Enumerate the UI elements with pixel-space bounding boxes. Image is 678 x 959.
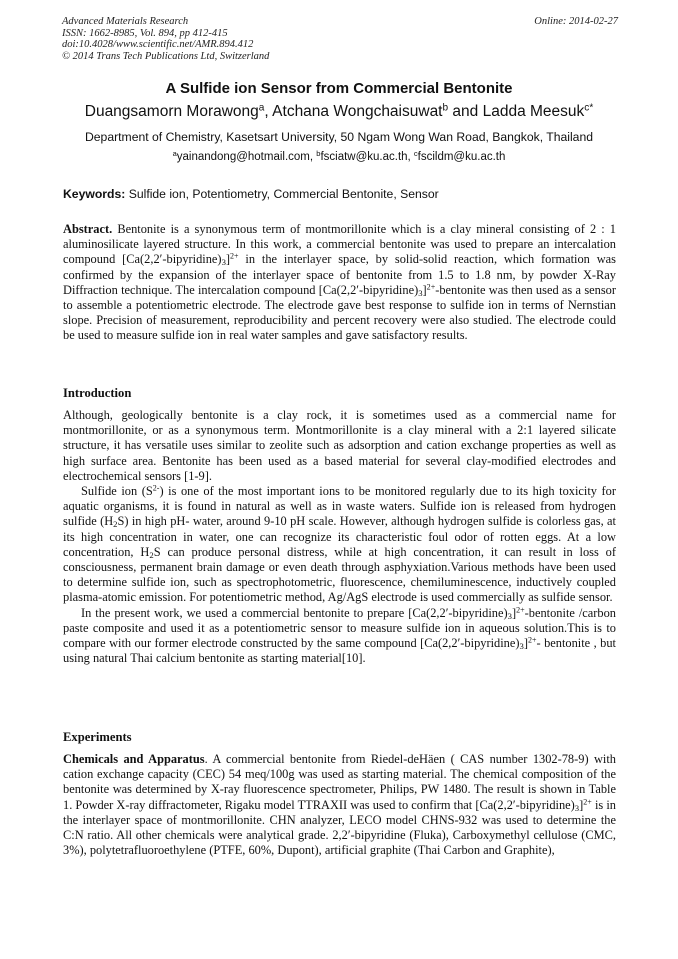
superscript: 2+ xyxy=(527,635,537,645)
intro-text: Sulfide ion (S xyxy=(81,484,153,499)
section-heading-experiments: Experiments xyxy=(63,730,132,744)
subscript: 3 xyxy=(221,257,226,268)
superscript: 2+ xyxy=(516,605,525,615)
superscript: 2+ xyxy=(426,282,436,292)
intro-paragraph: Although, geologically bentonite is a clay rock, it is sometimes used as a commercial name for montmorillonite, or as a synonymous term. Montmorillonite is a clay mineral with a 2:1 layered silicate structure, it has versatile uses similar to zeolite such as adsorption and cation exchange properties as well as high surface area. Bentonite has been used as a based material for several clay-modified electrodes and electrochemical sensors [1-9]. xyxy=(63,408,616,483)
journal-doi: doi:10.4028/www.scientific.net/AMR.894.412 xyxy=(62,39,254,50)
author-marker: a xyxy=(258,102,265,114)
subscript: 2 xyxy=(113,519,118,530)
intro-text: S can produce personal distress, while at high concentration, it can result in loss of consciousness, permanent brain damage or even death through asphyxiation.Various methods have been used to determine sulfide ion, such as spectrophotometric, fluorescence, chemiluminescence, inductively coupled plasma-atomic emission. For potentiometric method, Ag/AgS electrode is used commercially as sulfide sensor. xyxy=(63,544,617,605)
email-address: yainandong@hotmail.com, xyxy=(176,151,317,163)
subscript: 2 xyxy=(149,549,154,560)
abstract-text: Bentonite is a synonymous term of montmorillonite which is a clay mineral consisting of 2 : 1 aluminosilicate layered structure. In this work, a commercial bentonite was used to prepare an intercalation compound [Ca(2,2′-bipyridine) xyxy=(63,222,616,267)
intro-text: -bentonite /carbon paste composite and used it as a potentiometric sensor to measure sulfide ion in aqueous solution.This is to compare with our former electrode constructed by the same compound [Ca(2,2′-bipyridine) xyxy=(63,605,616,651)
introduction-body xyxy=(63,408,616,666)
abstract-label: Abstract. xyxy=(63,222,113,236)
author-marker: c* xyxy=(584,102,594,114)
subscript: 3 xyxy=(418,287,423,298)
intro-text: S) in high pH- water, around 9-10 pH scale. However, although hydrogen sulfide is colorless gas, at its high concentration in water, one can recognize its characteristic foul odor of rotten eggs. At a low concentration, H xyxy=(63,514,616,559)
email-marker: a xyxy=(172,148,177,158)
keywords xyxy=(63,187,619,201)
journal-name: Advanced Materials Research xyxy=(62,16,189,27)
email-list xyxy=(0,148,678,163)
author-name: Atchana Wongchaisuwat xyxy=(272,103,443,120)
superscript: 2+ xyxy=(583,797,592,807)
author-separator: and xyxy=(448,103,483,120)
author-separator: , xyxy=(264,103,273,120)
experiments-text: . A commercial bentonite from Riedel-deHäen ( CAS number 1302-78-9) with cation exchange capacity (CEC) 54 meq/100g was used as starting material. The chemical composition of the bentonite was determined by X-ray fluorescence spectrometer, Philips, PW 1480. The result is shown in Table 1. Powder X-ray diffractometer, Rigaku model TTRAXII was used to confirm that [Ca(2,2′-bipyridine) xyxy=(63,752,616,812)
author-marker: b xyxy=(442,102,449,114)
author-name: Ladda Meesuk xyxy=(482,103,585,120)
abstract-text: -bentonite was then used as a sensor to assemble a potentiometric electrode. The electrode gave best response to sulfide ion in terms of Nernstian slope. Precision of measurement, reproducibility and percent recovery were also studied. The electrode could be used to measure sulfide ion in real water samples and gave satisfactory results. xyxy=(63,282,616,343)
online-date: Online: 2014-02-27 xyxy=(534,16,618,27)
intro-text: ) is one of the most important ions to be monitored regularly due to its high toxicity for aquatic organisms, it is found in natural as well as in waste waters. Sulfide ion is released from hydrogen sulfide (H xyxy=(63,484,616,529)
author-list xyxy=(0,103,678,121)
keywords-text: Sulfide ion, Potentiometry, Commercial Bentonite, Sensor xyxy=(125,187,439,201)
superscript: 2- xyxy=(152,483,160,493)
intro-paragraph: In the present work, we used a commercial bentonite to prepare $[Ca(2,2'-bipyridine)_3]^{2+}$-bentonite /carbon paste composite and used it as a potentiometric sensor to measure sulfide ion in aqueous solution.This is to compare with our former electrode constructed by the same compound $[Ca(2,2'-bipyridine)_3]^{2+}-$ bentonite , but using natural Thai calcium bentonite as starting material[10]. xyxy=(63,605,616,666)
email-address: fsciatw@ku.ac.th, xyxy=(320,151,414,163)
superscript: 2+ xyxy=(230,251,239,261)
experiments-body xyxy=(63,752,616,858)
subscript: 3 xyxy=(574,802,580,813)
intro-text: - bentonite , but using natural Thai calcium bentonite as starting material[10]. xyxy=(63,636,616,666)
abstract-text: in the interlayer space, by solid-solid reaction, which formation was confirmed by the expansion of the interlayer space of bentonite from 1.5 to 1.8 nm, by powder X-Ray Diffraction technique. The intercalation compound [Ca(2,2′-bipyridine) xyxy=(63,252,616,297)
section-heading-introduction: Introduction xyxy=(63,386,132,400)
intro-text: In the present work, we used a commercial bentonite to prepare [Ca(2,2′-bipyridine) xyxy=(81,605,508,620)
journal-issn: ISSN: 1662-8985, Vol. 894, pp 412-415 xyxy=(62,27,228,39)
experiments-text: is in the interlayer space of montmorillonite. CHN analyzer, LECO model CHNS-932 was used to determine the C:N ratio. All other chemicals were analytical grade. 2,2′-bipyridine (Fluka), Carboxymethyl cellulose (CMC, 3%), polytetrafluoroethylene (PTFE, 60%, Dupont), artificial graphite (Thai Carbon and Graphite), xyxy=(63,797,616,858)
subscript: 3 xyxy=(507,610,512,621)
email-marker: c xyxy=(413,148,418,158)
affiliation: Department of Chemistry, Kasetsart University, 50 Ngam Wong Wan Road, Bangkok, Thailand xyxy=(84,130,594,144)
email-address: fscildm@ku.ac.th xyxy=(417,151,506,163)
journal-copyright: © 2014 Trans Tech Publications Ltd, Switzerland xyxy=(62,50,270,62)
email-marker: b xyxy=(316,148,321,158)
intro-paragraph xyxy=(63,484,616,606)
abstract-paragraph: Abstract. Bentonite is a synonymous term of montmorillonite which is a clay mineral consisting of 2 : 1 aluminosilicate layered structure. In this work, a commercial bentonite was used to prepare an intercalation compound $[Ca(2,2'-bipyridine)_3]^{2+}$ in the interlayer space, by solid-solid reaction, which formation was confirmed by the expansion of the interlayer space of bentonite from 1.5 to 1.8 nm, by powder X-Ray Diffraction technique. The intercalation compound $[Ca(2,2'-bipyridine)_3]^{2+}$-bentonite was then used as a sensor to assemble a potentiometric electrode. The electrode gave best response to sulfide ion in terms of Nernstian slope. Precision of measurement, reproducibility and percent recovery were also studied. The electrode could be used to measure sulfide ion in real water samples and gave satisfactory results. xyxy=(63,222,616,343)
subscript: 3 xyxy=(519,641,524,652)
subsection-label: Chemicals and Apparatus xyxy=(63,752,205,766)
author-name: Duangsamorn Morawong xyxy=(84,103,259,120)
abstract xyxy=(63,222,616,344)
keywords-label: Keywords: xyxy=(63,187,126,201)
paper-title: A Sulfide ion Sensor from Commercial Bentonite xyxy=(165,80,513,97)
experiments-paragraph: Chemicals and Apparatus. A commercial bentonite from Riedel-deHäen ( CAS number 1302-78-9) with cation exchange capacity (CEC) 54 meq/100g was used as starting material. The chemical composition of the bentonite was determined by X-ray fluorescence spectrometer, Philips, PW 1480. The result is shown in Table 1. Powder X-ray diffractometer, Rigaku model TTRAXII was used to confirm that $[Ca(2,2'-bipyridine)_3]^{2+}$ is in the interlayer space of montmorillonite. CHN analyzer, LECO model CHNS-932 was used to determine the C:N ratio. All other chemicals were analytical grade. 2,2′-bipyridine (Fluka), Carboxymethyl cellulose (CMC, 3%), polytetrafluoroethylene (PTFE, 60%, Dupont), artificial graphite (Thai Carbon and Graphite), xyxy=(63,752,616,858)
